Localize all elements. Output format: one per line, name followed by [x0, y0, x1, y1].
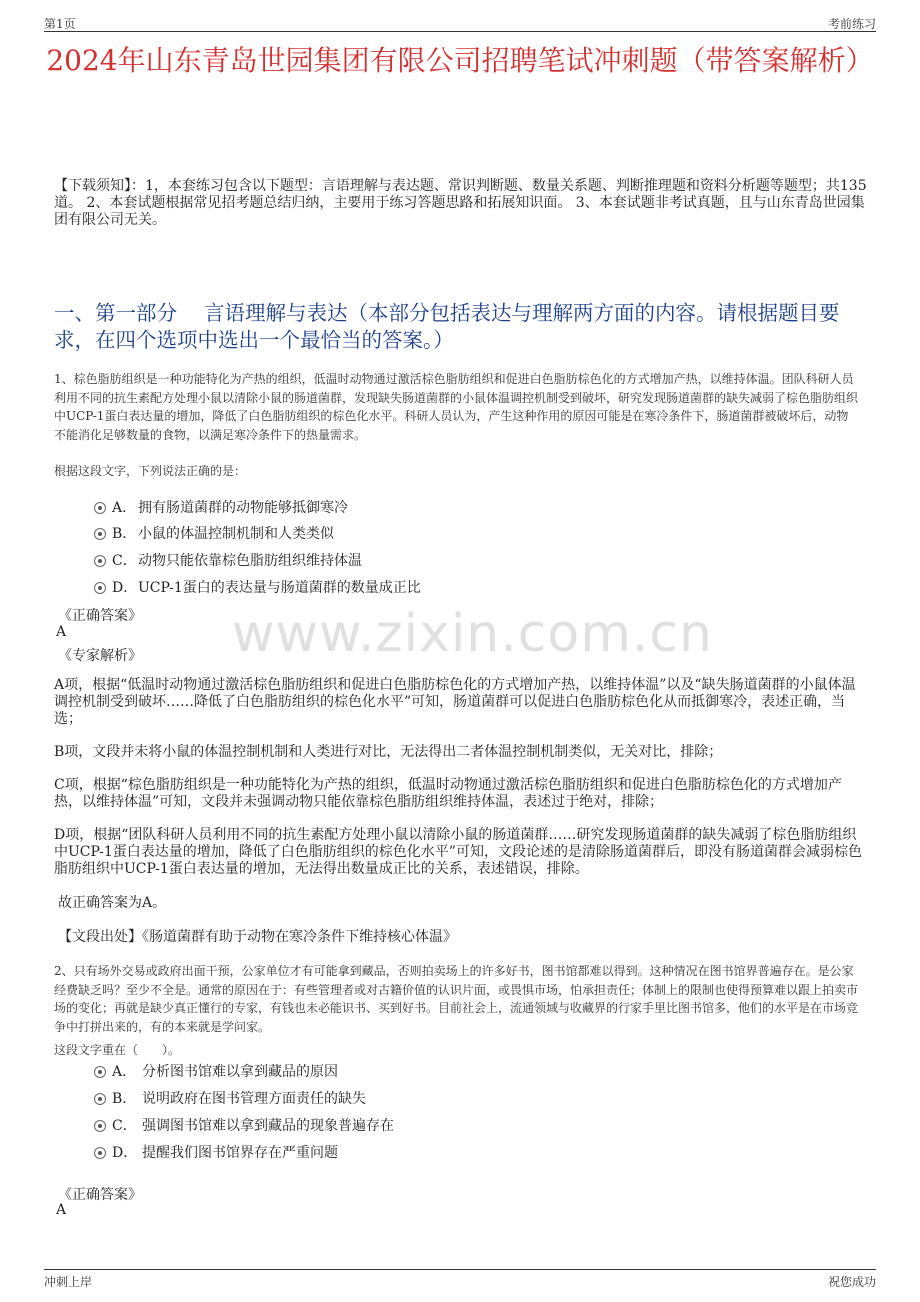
page-footer [44, 1269, 876, 1289]
option-letter: C． [112, 1118, 137, 1134]
radio-icon[interactable] [94, 1120, 106, 1132]
radio-icon[interactable] [94, 1093, 106, 1105]
option-text: UCP-1蛋白的表达量与肠道菌群的数量成正比 [138, 580, 421, 596]
analysis-a: A项，根据“低温时动物通过激活棕色脂肪组织和促进白色脂肪棕色化的方式增加产热，以维持体温”以及“缺失肠道菌群的小鼠体温调控机制受到破坏……降低了白色脂肪组织的棕色化水平”可知，肠道菌群可以促进白色脂肪棕色化从而抵御寒冷，表述正确，当选； [54, 677, 856, 727]
option-letter: B． [112, 526, 137, 542]
watermark: www.zixin.com.cn [232, 604, 713, 664]
analysis-label: 《专家解析》 [58, 648, 142, 664]
answer-value: A [56, 1202, 67, 1218]
analysis-b: B项，文段并未将小鼠的体温控制机制和人类进行对比，无法得出二者体温控制机制类似，无关对比，排除； [54, 744, 723, 760]
option-text: 分析图书馆难以拿到藏品的原因 [142, 1064, 338, 1080]
option-text: 说明政府在图书管理方面责任的缺失 [142, 1091, 366, 1107]
question-2-stem: 2、只有场外交易或政府出面干预，公家单位才有可能拿到藏品，否则拍卖场上的许多好书，图书馆都难以得到。这种情况在图书馆界普遍存在。是公家经费缺乏吗？至少不全是。通常的原因在于：有些管理者或对古籍价值的认识片面，或畏惧市场，怕承担责任；体制上的限制也使得预算难以跟上拍卖市场的变化；再就是缺少真正懂行的专家，有钱也未必能识书、买到好书。目前社会上，流通领域与收藏界的行家手里比图书馆多，他们的水平是在市场竞争中打拼出来的，有的本来就是学问家。 [54, 964, 859, 1034]
radio-icon[interactable] [94, 555, 106, 567]
footer-left: 冲刺上岸 [44, 1275, 93, 1289]
option-letter: D． [112, 580, 138, 596]
question-1-prompt: 根据这段文字，下列说法正确的是： [54, 464, 247, 478]
option-text: 拥有肠道菌群的动物能够抵御寒冷 [138, 500, 348, 516]
page-header [44, 12, 876, 32]
footer-right: 祝您成功 [827, 1275, 876, 1289]
question-2-prompt: 这段文字重在（ ）。 [54, 1043, 181, 1057]
option-text: 提醒我们图书馆界存在严重问题 [142, 1145, 338, 1161]
answer-label: 《正确答案》 [58, 1187, 142, 1203]
option-letter: C． [112, 553, 137, 569]
radio-icon[interactable] [94, 528, 106, 540]
option-text: 小鼠的体温控制机制和人类类似 [138, 526, 334, 542]
answer-label: 《正确答案》 [58, 608, 142, 624]
section-heading: 一、第一部分 言语理解与表达（本部分包括表达与理解两方面的内容。请根据题目要求，在四个选项中选出一个最恰当的答案。） [54, 301, 840, 352]
download-notice: 【下载须知】：1，本套练习包含以下题型：言语理解与表达题、常识判断题、数量关系题、判断推理题和资料分析题等题型；共135道。 2、本套试题根据常见招考题总结归纳，主要用于练习答题思路和拓展知识面。 3、本套试题非考试真题，且与山东青岛世园集团有限公司无关。 [54, 178, 867, 228]
page-number: 第1页 [44, 17, 76, 31]
source-citation: 【文段出处】《肠道菌群有助于动物在寒冷条件下维持核心体温》 [58, 929, 457, 945]
radio-icon[interactable] [94, 1147, 106, 1159]
answer-value: A [56, 624, 67, 640]
option-letter: D． [112, 1145, 138, 1161]
conclusion: 故正确答案为A。 [58, 895, 167, 911]
radio-icon[interactable] [94, 1066, 106, 1078]
option-text: 强调图书馆难以拿到藏品的现象普遍存在 [142, 1118, 394, 1134]
analysis-c: C项，根据“棕色脂肪组织是一种功能特化为产热的组织，低温时动物通过激活棕色脂肪组织和促进白色脂肪棕色化的方式增加产热，以维持体温”可知，文段并未强调动物只能依靠棕色脂肪组织维持体温，表述过于绝对，排除； [54, 777, 842, 810]
radio-icon[interactable] [94, 582, 106, 594]
option-letter: A． [112, 1064, 137, 1080]
radio-icon[interactable] [94, 502, 106, 514]
header-label: 考前练习 [827, 17, 876, 31]
option-letter: B． [112, 1091, 137, 1107]
option-letter: A． [112, 500, 137, 516]
question-1-stem: 1、棕色脂肪组织是一种功能特化为产热的组织，低温时动物通过激活棕色脂肪组织和促进白色脂肪棕色化的方式增加产热，以维持体温。团队科研人员利用不同的抗生素配方处理小鼠以清除小鼠的肠道菌群，发现缺失肠道菌群的小鼠体温调控机制受到破坏，研究发现肠道菌群的缺失减弱了棕色脂肪组织中UCP-1蛋白表达量的增加，降低了白色脂肪组织的棕色化水平。科研人员认为，产生这种作用的原因可能是在寒冷条件下，肠道菌群被破坏后，动物不能消化足够数量的食物，以满足寒冷条件下的热量需求。 [54, 372, 859, 442]
document-title: 2024年山东青岛世园集团有限公司招聘笔试冲刺题（带答案解析） [46, 44, 874, 77]
option-text: 动物只能依靠棕色脂肪组织维持体温 [138, 553, 362, 569]
analysis-d: D项，根据“团队科研人员利用不同的抗生素配方处理小鼠以清除小鼠的肠道菌群……研究发现肠道菌群的缺失减弱了棕色脂肪组织中UCP-1蛋白表达量的增加，降低了白色脂肪组织的棕色化水平”可知，文段论述的是清除肠道菌群后，即没有肠道菌群会减弱棕色脂肪组织中UCP-1蛋白表达量的增加，无法得出数量成正比的关系，表述错误，排除。 [54, 827, 862, 877]
